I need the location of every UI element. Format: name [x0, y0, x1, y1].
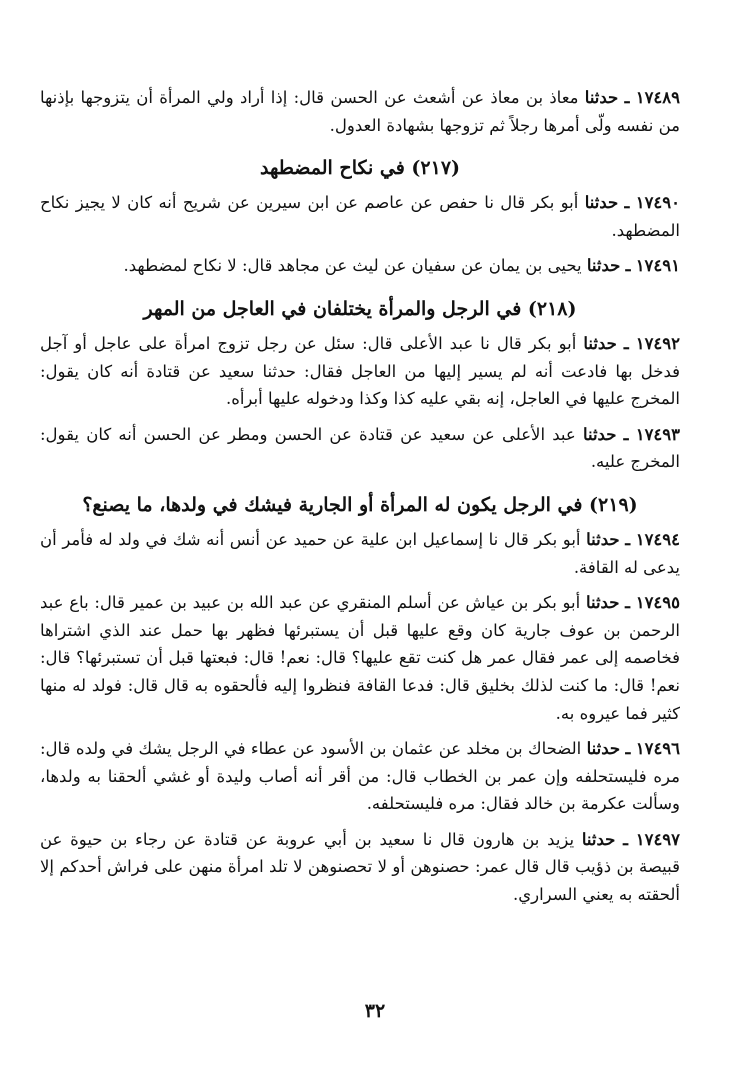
hadith-opener: حدثنا: [582, 424, 617, 444]
dash: ـ: [625, 256, 631, 276]
dash: ـ: [625, 593, 630, 613]
hadith-number: ١٧٤٩٧: [635, 829, 681, 849]
hadith-opener: حدثنا: [586, 739, 621, 759]
hadith-number: ١٧٤٩١: [635, 256, 680, 276]
hadith-17489: [40, 84, 680, 139]
chapter-heading-218: (٢١٨) في الرجل والمرأة يختلفان في العاجل من المهر: [143, 297, 577, 320]
hadith-opener: حدثنا: [585, 593, 620, 613]
dash: ـ: [625, 529, 631, 549]
hadith-17493: [40, 421, 680, 476]
hadith-17494: [40, 526, 680, 581]
hadith-17497: [40, 826, 680, 909]
hadith-number: ١٧٤٩٣: [635, 424, 681, 444]
dash: ـ: [624, 193, 630, 213]
hadith-17496: [40, 735, 680, 818]
hadith-text: أبو بكر قال نا حفص عن عاصم عن ابن سيرين عن شريح أنه كان لا يجيز نكاح المضطهد.: [40, 193, 680, 240]
hadith-opener: حدثنا: [584, 193, 619, 213]
hadith-17490: [40, 189, 680, 244]
hadith-number: ١٧٤٩٤: [635, 529, 681, 549]
hadith-text: عبد الأعلى عن سعيد عن قتادة عن الحسن ومطر عن الحسن أنه كان يقول: المخرج عليه.: [40, 424, 680, 472]
dash: ـ: [623, 333, 629, 353]
hadith-opener: حدثنا: [586, 529, 620, 549]
hadith-text: معاذ بن معاذ عن أشعث عن الحسن قال: إذا أراد ولي المرأة أن يتزوجها بإذنها من نفسه ولّى أمرها رجلاً ثم تزوجها بشهادة العدول.: [40, 88, 680, 135]
hadith-text: أبو بكر بن عياش عن أسلم المنقري عن عبد الله بن عبيد بن عمير قال: باع عبد الرحمن بن عوف جارية كان وقع عليها قبل أن يستبرئها فظهر بها حمل عند الذي اشتراها فخاصمه إلى عمر فقال عمر هل كنت تقع عليها؟ قال: نعم! قال: فبعتها قبل أن تستبرئها؟ قال: نعم! قال: ما كنت لذلك بخليق قال: فدعا القافة فنظروا إليه فألحقوه به قال قال: فولد له منها كثير فما عيروه به.: [40, 593, 680, 723]
hadith-number: ١٧٤٩٦: [635, 739, 681, 759]
hadith-opener: حدثنا: [581, 829, 616, 849]
hadith-number: ١٧٤٨٩: [635, 88, 681, 107]
hadith-text: يزيد بن هارون قال نا سعيد بن أبي عروبة عن قتادة عن رجاء بن حيوة عن قبيصة بن ذؤيب قال قال عمر: حصنوهن أو لا تحصنوهن لا تلد امرأة منهن على فراش أحدكم إلا ألحقته به يعني السراري.: [40, 829, 680, 905]
page-number: ٣٢: [364, 1000, 386, 1022]
dash: ـ: [624, 88, 630, 107]
hadith-17495: [40, 589, 680, 727]
dash: ـ: [623, 829, 628, 849]
chapter-heading-219: (٢١٩) في الرجل يكون له المرأة أو الجارية فيشك في ولدها، ما يصنع؟: [82, 493, 638, 516]
dash: ـ: [625, 739, 631, 759]
hadith-text: أبو بكر قال نا عبد الأعلى قال: سئل عن رجل تزوج امرأة على عاجل أو آجل فدخل بها فادعت أنه لم يسير إليها من العاجل فقال: حدثنا سعيد عن قتادة أنه كان يقول: المخرج عليها في العاجل، إنه بقي عليه كذا وكذا ودخوله عليها أبرأه.: [40, 333, 680, 409]
hadith-number: ١٧٤٩٠: [635, 193, 681, 213]
chapter-heading-217: (٢١٧) في نكاح المضطهد: [259, 157, 461, 180]
hadith-17492: [40, 330, 680, 413]
hadith-text: أبو بكر قال نا إسماعيل ابن علية عن حميد عن أنس أنه شك في ولد له فأمر أن يدعى له القافة.: [40, 529, 680, 577]
hadith-text: الضحاك بن مخلد عن عثمان بن الأسود عن عطاء في الرجل يشك في ولده قال: مره فليستحلفه وإن عمر بن الخطاب قال: من أقر أنه أصاب وليدة أو غشي ألحقنا به ولدها، وسألت عكرمة بن خالد فقال: مره فليستحلفه.: [40, 739, 680, 814]
hadith-opener: حدثنا: [584, 88, 619, 107]
page-body: [40, 84, 680, 917]
hadith-17491: [40, 252, 680, 280]
hadith-number: ١٧٤٩٢: [635, 333, 681, 353]
hadith-text: يحيى بن يمان عن سفيان عن ليث عن مجاهد قال: لا نكاح لمضطهد.: [123, 256, 582, 276]
hadith-opener: حدثنا: [583, 333, 617, 353]
hadith-number: ١٧٤٩٥: [635, 593, 681, 613]
dash: ـ: [623, 424, 629, 444]
hadith-opener: حدثنا: [586, 256, 621, 276]
